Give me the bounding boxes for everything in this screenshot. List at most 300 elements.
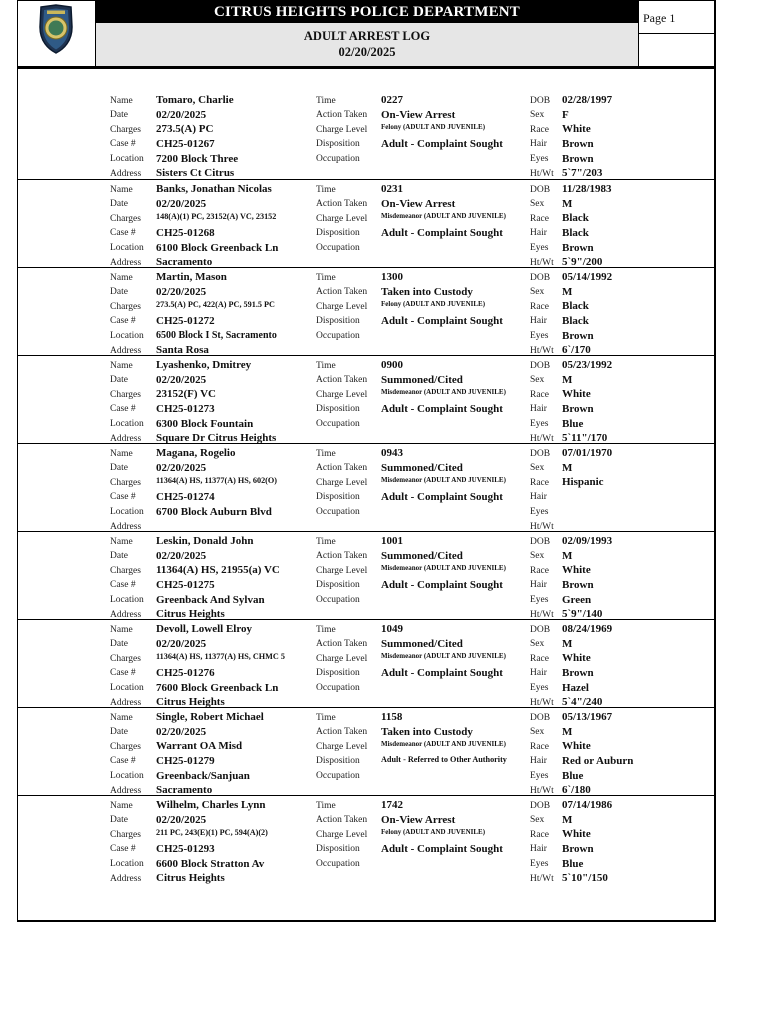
value-action: Summoned/Cited: [381, 637, 463, 650]
value-case: CH25-01267: [156, 137, 215, 150]
value-name: Martin, Mason: [156, 271, 227, 283]
label-eyes: Eyes: [530, 419, 549, 430]
value-location: Greenback/Sanjuan: [156, 769, 250, 782]
arrest-record: [17, 267, 716, 356]
label-date: Date: [110, 287, 128, 298]
value-eyes: Blue: [562, 857, 584, 870]
value-case: CH25-01273: [156, 402, 215, 415]
label-dob: DOB: [530, 624, 551, 635]
value-eyes: Brown: [562, 241, 594, 254]
label-action: Action Taken: [316, 551, 368, 562]
value-time: 1049: [381, 623, 403, 635]
value-disposition: Adult - Complaint Sought: [381, 578, 503, 591]
value-case: CH25-01272: [156, 314, 215, 327]
label-htwt: Ht/Wt: [530, 697, 554, 708]
label-level: Charge Level: [316, 829, 368, 840]
label-hair: Hair: [530, 404, 547, 415]
value-time: 0231: [381, 183, 403, 195]
label-time: Time: [316, 448, 336, 459]
value-time: 1300: [381, 271, 403, 283]
value-eyes: Hazel: [562, 681, 589, 694]
value-address: Sacramento: [156, 256, 213, 269]
value-name: Devoll, Lowell Elroy: [156, 623, 253, 635]
value-htwt: 5`9"/140: [562, 608, 603, 621]
label-race: Race: [530, 741, 549, 752]
label-dob: DOB: [530, 448, 551, 459]
label-disposition: Disposition: [316, 756, 360, 767]
value-date: 02/20/2025: [156, 637, 207, 650]
label-charges: Charges: [110, 829, 141, 840]
value-eyes: Brown: [562, 152, 594, 165]
label-hair: Hair: [530, 228, 547, 239]
log-date: 02/20/2025: [338, 45, 396, 59]
log-title: ADULT ARREST LOG: [303, 29, 431, 43]
label-level: Charge Level: [316, 565, 368, 576]
label-eyes: Eyes: [530, 771, 549, 782]
value-hair: Brown: [562, 402, 594, 415]
value-action: Summoned/Cited: [381, 373, 463, 386]
value-case: CH25-01293: [156, 842, 215, 855]
label-location: Location: [110, 771, 144, 782]
label-location: Location: [110, 419, 144, 430]
value-eyes: Blue: [562, 417, 584, 430]
label-eyes: Eyes: [530, 507, 549, 518]
value-level: Misdemeanor (ADULT AND JUVENILE): [381, 740, 506, 749]
value-charges: 273.5(A) PC: [156, 123, 214, 136]
label-hair: Hair: [530, 492, 547, 503]
label-action: Action Taken: [316, 375, 368, 386]
value-date: 02/20/2025: [156, 197, 207, 210]
value-name: Tomaro, Charlie: [156, 94, 234, 106]
label-level: Charge Level: [316, 741, 368, 752]
label-occupation: Occupation: [316, 859, 360, 870]
value-name: Banks, Jonathan Nicolas: [156, 183, 272, 195]
value-eyes: Brown: [562, 329, 594, 342]
page-number: Page 1: [638, 0, 716, 34]
value-disposition: Adult - Complaint Sought: [381, 314, 503, 327]
value-date: 02/20/2025: [156, 813, 207, 826]
label-race: Race: [530, 477, 549, 488]
value-sex: M: [562, 197, 573, 210]
value-race: Black: [562, 300, 589, 313]
value-address: Citrus Heights: [156, 608, 225, 621]
value-address: Citrus Heights: [156, 872, 225, 885]
value-htwt: 5`10"/150: [562, 872, 608, 885]
label-hair: Hair: [530, 844, 547, 855]
label-location: Location: [110, 243, 144, 254]
value-location: Greenback And Sylvan: [156, 593, 265, 606]
header-rule: [17, 66, 716, 69]
label-disposition: Disposition: [316, 404, 360, 415]
value-htwt: 5`7"/203: [562, 167, 603, 180]
label-address: Address: [110, 168, 142, 179]
label-htwt: Ht/Wt: [530, 168, 554, 179]
label-eyes: Eyes: [530, 331, 549, 342]
label-name: Name: [110, 448, 133, 459]
label-case: Case #: [110, 668, 136, 679]
value-race: Hispanic: [562, 476, 604, 489]
value-hair: Brown: [562, 842, 594, 855]
label-case: Case #: [110, 404, 136, 415]
value-name: Leskin, Donald John: [156, 535, 254, 547]
label-hair: Hair: [530, 580, 547, 591]
label-level: Charge Level: [316, 213, 368, 224]
label-charges: Charges: [110, 213, 141, 224]
value-case: CH25-01268: [156, 226, 215, 239]
label-occupation: Occupation: [316, 507, 360, 518]
value-hair: Brown: [562, 666, 594, 679]
value-dob: 11/28/1983: [562, 183, 612, 195]
value-time: 0943: [381, 447, 403, 459]
label-htwt: Ht/Wt: [530, 609, 554, 620]
value-address: Sisters Ct Citrus: [156, 167, 235, 180]
label-name: Name: [110, 800, 133, 811]
value-case: CH25-01275: [156, 578, 215, 591]
label-eyes: Eyes: [530, 243, 549, 254]
label-htwt: Ht/Wt: [530, 873, 554, 884]
value-hair: Red or Auburn: [562, 754, 634, 767]
label-race: Race: [530, 653, 549, 664]
value-charges: 11364(A) HS, 21955(a) VC: [156, 564, 280, 577]
value-level: Misdemeanor (ADULT AND JUVENILE): [381, 652, 506, 661]
value-time: 1001: [381, 535, 403, 547]
label-address: Address: [110, 609, 142, 620]
label-disposition: Disposition: [316, 316, 360, 327]
value-race: White: [562, 388, 591, 401]
value-race: White: [562, 564, 591, 577]
value-disposition: Adult - Complaint Sought: [381, 666, 503, 679]
label-occupation: Occupation: [316, 595, 360, 606]
value-disposition: Adult - Complaint Sought: [381, 137, 503, 150]
label-htwt: Ht/Wt: [530, 521, 554, 532]
page-cell-blank: [638, 34, 716, 66]
value-level: Misdemeanor (ADULT AND JUVENILE): [381, 212, 506, 221]
label-location: Location: [110, 154, 144, 165]
value-action: Summoned/Cited: [381, 461, 463, 474]
value-action: Taken into Custody: [381, 725, 473, 738]
label-time: Time: [316, 800, 336, 811]
label-case: Case #: [110, 580, 136, 591]
value-disposition: Adult - Complaint Sought: [381, 842, 503, 855]
value-sex: M: [562, 549, 573, 562]
value-hair: Brown: [562, 137, 594, 150]
label-address: Address: [110, 785, 142, 796]
label-race: Race: [530, 389, 549, 400]
label-name: Name: [110, 712, 133, 723]
label-sex: Sex: [530, 815, 545, 826]
value-name: Single, Robert Michael: [156, 711, 264, 723]
value-date: 02/20/2025: [156, 725, 207, 738]
label-sex: Sex: [530, 463, 545, 474]
value-sex: M: [562, 725, 573, 738]
label-level: Charge Level: [316, 477, 368, 488]
label-case: Case #: [110, 316, 136, 327]
label-level: Charge Level: [316, 389, 368, 400]
label-name: Name: [110, 272, 133, 283]
value-address: Sacramento: [156, 784, 213, 797]
label-date: Date: [110, 463, 128, 474]
label-occupation: Occupation: [316, 154, 360, 165]
value-location: 6300 Block Fountain: [156, 417, 254, 430]
value-location: 7600 Block Greenback Ln: [156, 681, 279, 694]
label-occupation: Occupation: [316, 419, 360, 430]
department-title: CITRUS HEIGHTS POLICE DEPARTMENT: [96, 0, 638, 22]
label-dob: DOB: [530, 360, 551, 371]
value-htwt: 6`/180: [562, 784, 591, 797]
value-level: Felony (ADULT AND JUVENILE): [381, 123, 486, 132]
label-occupation: Occupation: [316, 771, 360, 782]
value-sex: M: [562, 373, 573, 386]
label-location: Location: [110, 507, 144, 518]
value-charges: 211 PC, 243(E)(1) PC, 594(A)(2): [156, 828, 268, 838]
value-htwt: 5`11"/170: [562, 432, 608, 445]
label-occupation: Occupation: [316, 331, 360, 342]
value-location: 7200 Block Three: [156, 152, 239, 165]
value-sex: M: [562, 813, 573, 826]
label-htwt: Ht/Wt: [530, 785, 554, 796]
label-case: Case #: [110, 492, 136, 503]
label-time: Time: [316, 272, 336, 283]
value-disposition: Adult - Complaint Sought: [381, 402, 503, 415]
value-hair: Black: [562, 314, 589, 327]
arrest-record: [17, 531, 716, 620]
log-subtitle: [96, 22, 638, 66]
value-time: 0900: [381, 359, 403, 371]
value-name: Wilhelm, Charles Lynn: [156, 799, 266, 811]
value-date: 02/20/2025: [156, 461, 207, 474]
label-name: Name: [110, 184, 133, 195]
label-action: Action Taken: [316, 815, 368, 826]
label-sex: Sex: [530, 551, 545, 562]
value-disposition: Adult - Complaint Sought: [381, 490, 503, 503]
label-race: Race: [530, 124, 549, 135]
value-level: Felony (ADULT AND JUVENILE): [381, 828, 486, 837]
label-location: Location: [110, 331, 144, 342]
label-disposition: Disposition: [316, 139, 360, 150]
value-dob: 07/14/1986: [562, 799, 613, 811]
value-location: 6500 Block I St, Sacramento: [156, 329, 277, 341]
label-time: Time: [316, 95, 336, 106]
value-time: 0227: [381, 94, 403, 106]
label-action: Action Taken: [316, 199, 368, 210]
label-charges: Charges: [110, 124, 141, 135]
label-case: Case #: [110, 139, 136, 150]
value-charges: 11364(A) HS, 11377(A) HS, CHMC 5: [156, 652, 285, 662]
value-dob: 02/28/1997: [562, 94, 613, 106]
label-charges: Charges: [110, 741, 141, 752]
value-time: 1158: [381, 711, 403, 723]
label-case: Case #: [110, 844, 136, 855]
value-disposition: Adult - Referred to Other Authority: [381, 754, 507, 764]
label-date: Date: [110, 375, 128, 386]
label-location: Location: [110, 595, 144, 606]
label-charges: Charges: [110, 565, 141, 576]
value-action: On-View Arrest: [381, 813, 456, 826]
value-address: Square Dr Citrus Heights: [156, 432, 277, 445]
label-hair: Hair: [530, 316, 547, 327]
label-charges: Charges: [110, 389, 141, 400]
label-action: Action Taken: [316, 727, 368, 738]
label-time: Time: [316, 360, 336, 371]
value-address: Santa Rosa: [156, 344, 209, 357]
label-action: Action Taken: [316, 639, 368, 650]
label-level: Charge Level: [316, 124, 368, 135]
value-dob: 07/01/1970: [562, 447, 613, 459]
label-race: Race: [530, 829, 549, 840]
value-name: Magana, Rogelio: [156, 447, 236, 459]
label-occupation: Occupation: [316, 683, 360, 694]
value-race: White: [562, 828, 591, 841]
value-date: 02/20/2025: [156, 373, 207, 386]
label-dob: DOB: [530, 272, 551, 283]
value-dob: 05/14/1992: [562, 271, 613, 283]
label-race: Race: [530, 565, 549, 576]
value-case: CH25-01279: [156, 754, 215, 767]
value-dob: 08/24/1969: [562, 623, 613, 635]
value-hair: Brown: [562, 578, 594, 591]
value-race: White: [562, 123, 591, 136]
label-address: Address: [110, 697, 142, 708]
label-time: Time: [316, 184, 336, 195]
value-charges: Warrant OA Misd: [156, 740, 243, 753]
label-time: Time: [316, 624, 336, 635]
value-location: 6700 Block Auburn Blvd: [156, 505, 272, 518]
value-name: Lyashenko, Dmitrey: [156, 359, 252, 371]
value-race: Black: [562, 212, 589, 225]
label-case: Case #: [110, 228, 136, 239]
label-dob: DOB: [530, 95, 551, 106]
label-sex: Sex: [530, 639, 545, 650]
label-occupation: Occupation: [316, 243, 360, 254]
value-time: 1742: [381, 799, 403, 811]
value-level: Misdemeanor (ADULT AND JUVENILE): [381, 476, 506, 485]
value-race: White: [562, 740, 591, 753]
value-level: Felony (ADULT AND JUVENILE): [381, 300, 486, 309]
label-hair: Hair: [530, 756, 547, 767]
value-htwt: 6`/170: [562, 344, 591, 357]
label-hair: Hair: [530, 668, 547, 679]
value-dob: 05/23/1992: [562, 359, 613, 371]
label-eyes: Eyes: [530, 595, 549, 606]
label-address: Address: [110, 873, 142, 884]
label-address: Address: [110, 345, 142, 356]
value-eyes: Green: [562, 593, 592, 606]
label-race: Race: [530, 213, 549, 224]
label-htwt: Ht/Wt: [530, 433, 554, 444]
label-sex: Sex: [530, 110, 545, 121]
label-sex: Sex: [530, 287, 545, 298]
label-time: Time: [316, 536, 336, 547]
value-date: 02/20/2025: [156, 108, 207, 121]
label-address: Address: [110, 433, 142, 444]
label-action: Action Taken: [316, 110, 368, 121]
label-disposition: Disposition: [316, 580, 360, 591]
value-sex: F: [562, 108, 569, 121]
value-race: White: [562, 652, 591, 665]
arrest-record: [17, 619, 716, 708]
label-charges: Charges: [110, 477, 141, 488]
value-charges: 11364(A) HS, 11377(A) HS, 602(O): [156, 476, 277, 486]
value-action: Taken into Custody: [381, 285, 473, 298]
label-location: Location: [110, 859, 144, 870]
value-htwt: 5`9"/200: [562, 256, 603, 269]
value-dob: 02/09/1993: [562, 535, 613, 547]
label-date: Date: [110, 551, 128, 562]
label-disposition: Disposition: [316, 844, 360, 855]
label-date: Date: [110, 639, 128, 650]
label-action: Action Taken: [316, 463, 368, 474]
label-disposition: Disposition: [316, 668, 360, 679]
label-date: Date: [110, 199, 128, 210]
label-name: Name: [110, 95, 133, 106]
value-sex: M: [562, 637, 573, 650]
value-action: On-View Arrest: [381, 108, 456, 121]
label-address: Address: [110, 257, 142, 268]
value-hair: Black: [562, 226, 589, 239]
label-level: Charge Level: [316, 301, 368, 312]
label-name: Name: [110, 536, 133, 547]
label-address: Address: [110, 521, 142, 532]
label-action: Action Taken: [316, 287, 368, 298]
value-dob: 05/13/1967: [562, 711, 613, 723]
value-sex: M: [562, 461, 573, 474]
label-sex: Sex: [530, 199, 545, 210]
value-location: 6600 Block Stratton Av: [156, 857, 265, 870]
report-header: [17, 0, 716, 68]
arrest-record: [17, 795, 716, 884]
value-htwt: 5`4"/240: [562, 696, 603, 709]
value-address: Citrus Heights: [156, 696, 225, 709]
value-date: 02/20/2025: [156, 285, 207, 298]
arrest-record: [17, 443, 716, 532]
value-date: 02/20/2025: [156, 549, 207, 562]
label-disposition: Disposition: [316, 492, 360, 503]
label-sex: Sex: [530, 727, 545, 738]
label-name: Name: [110, 360, 133, 371]
label-eyes: Eyes: [530, 154, 549, 165]
value-location: 6100 Block Greenback Ln: [156, 241, 279, 254]
value-eyes: Blue: [562, 769, 584, 782]
label-eyes: Eyes: [530, 859, 549, 870]
value-charges: 273.5(A) PC, 422(A) PC, 591.5 PC: [156, 300, 275, 310]
label-name: Name: [110, 624, 133, 635]
value-action: Summoned/Cited: [381, 549, 463, 562]
label-htwt: Ht/Wt: [530, 257, 554, 268]
label-date: Date: [110, 727, 128, 738]
label-date: Date: [110, 110, 128, 121]
label-disposition: Disposition: [316, 228, 360, 239]
label-dob: DOB: [530, 800, 551, 811]
value-disposition: Adult - Complaint Sought: [381, 226, 503, 239]
value-sex: M: [562, 285, 573, 298]
logo-cell: [17, 0, 96, 66]
value-action: On-View Arrest: [381, 197, 456, 210]
label-date: Date: [110, 815, 128, 826]
police-badge-icon: [17, 1, 96, 67]
label-race: Race: [530, 301, 549, 312]
value-case: CH25-01274: [156, 490, 215, 503]
label-dob: DOB: [530, 184, 551, 195]
label-level: Charge Level: [316, 653, 368, 664]
label-case: Case #: [110, 756, 136, 767]
arrest-record: [17, 179, 716, 268]
value-charges: 23152(F) VC: [156, 388, 216, 401]
value-level: Misdemeanor (ADULT AND JUVENILE): [381, 564, 506, 573]
value-case: CH25-01276: [156, 666, 215, 679]
label-eyes: Eyes: [530, 683, 549, 694]
value-charges: 148(A)(1) PC, 23152(A) VC, 23152: [156, 212, 277, 222]
arrest-record: [17, 91, 716, 179]
